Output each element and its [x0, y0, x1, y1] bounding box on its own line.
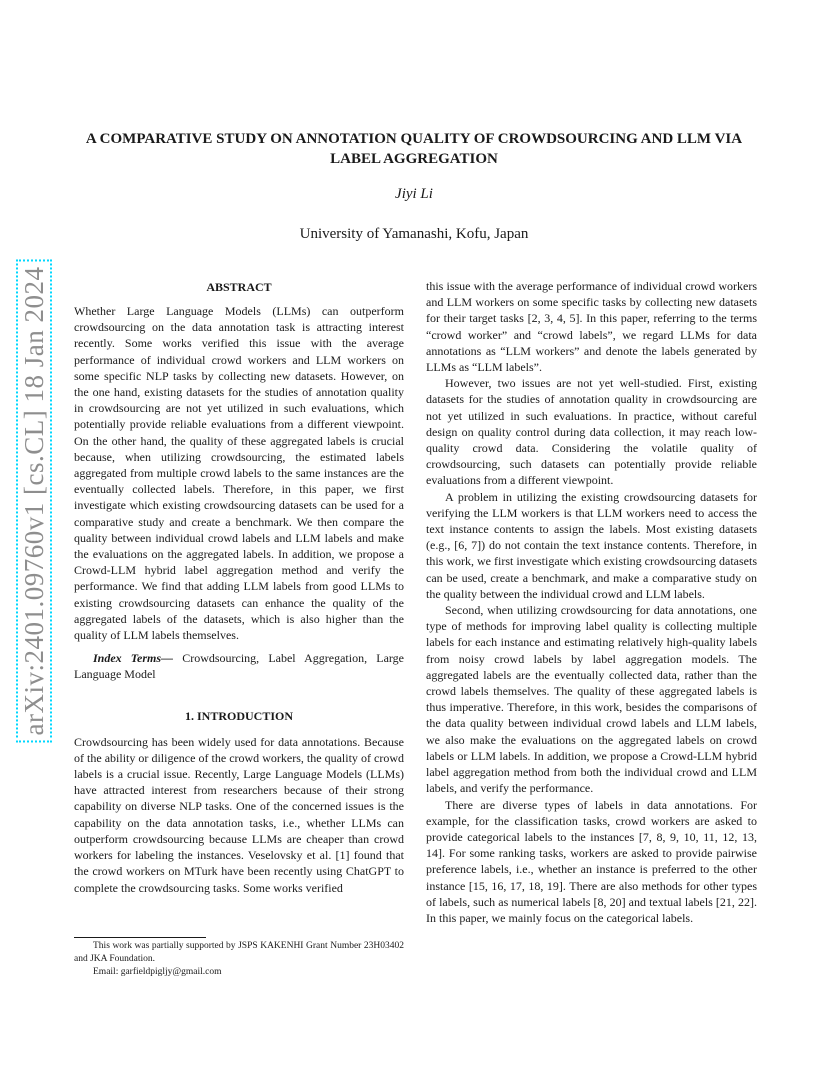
footnote-email: Email: garfieldpigljy@gmail.com [93, 967, 222, 977]
intro-paragraph-3: A problem in utilizing the existing crowdsourcing datasets for verifying the LLM workers is that LLM workers need to access the text instance contents to assign the labels. Most existing datasets (e.g., [6, 7]) do not contain the text instance contents. Therefore, in this work, we first investigate which existing crowdsourcing datasets can be used, create a benchmark, and make a comparative study on the quality between the individual crowd and LLM labels. [426, 489, 757, 601]
intro-paragraph-5: There are diverse types of labels in data annotations. For example, for the classification tasks, crowd workers are asked to provide categorical labels to the instances [7, 8, 9, 10, 11, 12, 13, 14]. For some ranking tasks, workers are asked to provide pairwise preference labels, i.e., whether an instance is preferred to the other instance [15, 16, 17, 18, 19]. There are also methods for other types of labels, such as numerical labels [8, 20] and textual labels [21, 22]. In this paper, we mainly focus on the categorical labels. [426, 797, 757, 925]
footnote [74, 940, 404, 979]
paper-title: A COMPARATIVE STUDY ON ANNOTATION QUALITY OF CROWDSOURCING AND LLM VIA LABEL AGGREGATION [85, 131, 743, 167]
footnote-rule [74, 937, 206, 938]
index-terms-label: Index Terms— [93, 651, 174, 666]
arxiv-identifier-stamp [14, 262, 54, 740]
abstract-heading: ABSTRACT [206, 280, 272, 294]
introduction-heading: 1. INTRODUCTION [184, 708, 293, 723]
left-column [74, 280, 404, 896]
right-column [426, 278, 757, 926]
arxiv-identifier-text: arXiv:2401.09760v1 [cs.CL] 18 Jan 2024 [16, 260, 52, 743]
author-name: Jiyi Li [395, 186, 433, 202]
footnote-support: This work was partially supported by JSPS KAKENHI Grant Number 23H03402 and JKA Foundation. [74, 941, 404, 964]
intro-paragraph-4: Second, when utilizing crowdsourcing for data annotations, one type of methods for improving label quality is collecting multiple labels for each instance and estimating relatively high-quality labels from noisy crowd labels by label aggregation models. The aggregated labels are the eventually collected data, rather than the crowd labels themselves. The quality of these aggregated labels is thus imperative. Therefore, in this work, besides the comparisons of the data quality between individual crowd labels and LLM labels, we also make the evaluations on the aggregated labels on crowd labels or LLM labels. In addition, we propose a Crowd-LLM hybrid label aggregation method from both the individual crowd and LLM labels, and verify the performance. [426, 603, 757, 796]
index-terms-list: Crowdsourcing, Label Aggregation, Large Language Model [74, 651, 404, 682]
intro-paragraph-1: Crowdsourcing has been widely used for data annotations. Because of the ability or diligence of the crowd workers, the quality of crowd labels is a crucial issue. Recently, Large Language Models (LLMs) have attracted interest from researchers because of their strong capability on diverse NLP tasks. One of the concerned issues is the capability on the data annotation tasks, i.e., whether LLMs can outperform crowdsourcing because LLMs are cheaper than crowd workers for labeling the instances. Veselovsky et al. [1] found that the crowd workers on MTurk have been recently using ChatGPT to complete the crowdsourcing tasks. Some works verified [74, 734, 404, 895]
author-affiliation: University of Yamanashi, Kofu, Japan [299, 226, 529, 242]
intro-paragraph-1-continued: this issue with the average performance of individual crowd workers and LLM workers on some specific tasks by collecting new datasets for their target tasks [2, 3, 4, 5]. In this paper, referring to the terms “crowd worker” and “crowd labels”, we regard LLMs for data annotations as “LLM workers” and denote the labels generated by LLMs as “LLM labels”. [426, 279, 757, 375]
intro-paragraph-2: However, two issues are not yet well-studied. First, existing datasets for the studies of annotation quality in crowdsourcing are not yet utilized in such evaluations. In practice, without careful design on quality control during data collection, it may reach low-quality crowd data. Considering the volatile quality of crowdsourcing, such datasets can potentially provide reliable evaluations from a different viewpoint. [426, 376, 757, 488]
abstract-text: Whether Large Language Models (LLMs) can outperform crowdsourcing on the data annotation task is attracting interest recently. Some works verified this issue with the average performance of individual crowd workers and LLM workers on some specific NLP tasks by collecting new datasets. However, on the one hand, existing datasets for the studies of annotation quality in crowdsourcing are not yet utilized in such evaluations, which potentially provide reliable evaluations from a different viewpoint. On the other hand, the quality of these aggregated labels is crucial because, when utilizing crowdsourcing, the estimated labels aggregated from multiple crowd labels to the same instances are the eventually collected labels. Therefore, in this paper, we first investigate which existing crowdsourcing datasets can be used for a comparative study and create a benchmark. We then compare the quality between individual crowd labels and LLM labels and make the evaluations on the aggregated labels. In addition, we propose a Crowd-LLM hybrid label aggregation method and verify the performance. We find that adding LLM labels from good LLMs to existing crowdsourcing datasets can enhance the quality of the aggregated labels of the datasets, which is also higher than the quality of LLM labels themselves. [74, 304, 404, 643]
index-terms [74, 650, 404, 682]
